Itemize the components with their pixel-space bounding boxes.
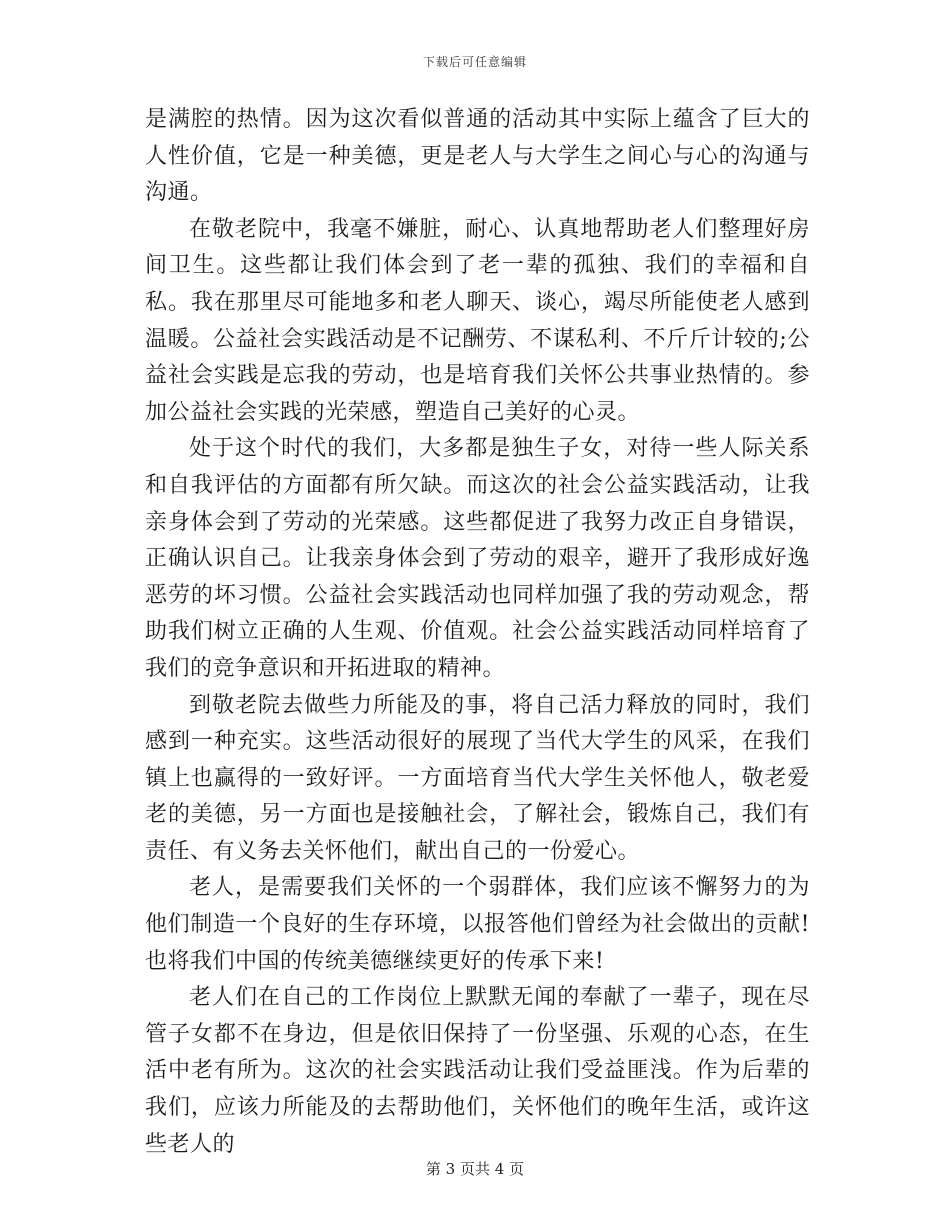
paragraph-4: 到敬老院去做些力所能及的事，将自己活力释放的同时，我们感到一种充实。这些活动很好的展现了当代大学生的风采，在我们镇上也赢得的一致好评。一方面培育当代大学生关怀他人，敬老爱老的美德，另一方面也是接触社会，了解社会，锻炼自己，我们有责任、有义务去关怀他们，献出自己的一份爱心。 bbox=[145, 692, 810, 864]
document-body bbox=[145, 102, 810, 1163]
page-header: 下载后可任意编辑 bbox=[422, 55, 527, 69]
paragraph-5: 老人，是需要我们关怀的一个弱群体，我们应该不懈努力的为他们制造一个良好的生存环境，以报答他们曾经为社会做出的贡献!也将我们中国的传统美德继续更好的传承下来! bbox=[145, 875, 810, 974]
paragraph-1: 是满腔的热情。因为这次看似普通的活动其中实际上蕴含了巨大的人性价值，它是一种美德，更是老人与大学生之间心与心的沟通与沟通。 bbox=[145, 107, 810, 206]
paragraph-2: 在敬老院中，我毫不嫌脏，耐心、认真地帮助老人们整理好房间卫生。这些都让我们体会到了老一辈的孤独、我们的幸福和自私。我在那里尽可能地多和老人聊天、谈心，竭尽所能使老人感到温暖。公益社会实践活动是不记酬劳、不谋私利、不斤斤计较的;公益社会实践是忘我的劳动，也是培育我们关怀公共事业热情的。参加公益社会实践的光荣感，塑造自己美好的心灵。 bbox=[145, 216, 810, 425]
paragraph-6: 老人们在自己的工作岗位上默默无闻的奉献了一辈子，现在尽管子女都不在身边，但是依旧保持了一份坚强、乐观的心态，在生活中老有所为。这次的社会实践活动让我们受益匪浅。作为后辈的我们，应该力所能及的去帮助他们，关怀他们的晚年生活，或许这些老人的 bbox=[145, 985, 810, 1157]
paragraph-3: 处于这个时代的我们，大多都是独生子女，对待一些人际关系和自我评估的方面都有所欠缺。而这次的社会公益实践活动，让我亲身体会到了劳动的光荣感。这些都促进了我努力改正自身错误，正确认识自己。让我亲身体会到了劳动的艰辛，避开了我形成好逸恶劳的坏习惯。公益社会实践活动也同样加强了我的劳动观念，帮助我们树立正确的人生观、价值观。社会公益实践活动同样培育了我们的竞争意识和开拓进取的精神。 bbox=[145, 436, 810, 681]
page-footer: 第 3 页共 4 页 bbox=[425, 1160, 525, 1178]
